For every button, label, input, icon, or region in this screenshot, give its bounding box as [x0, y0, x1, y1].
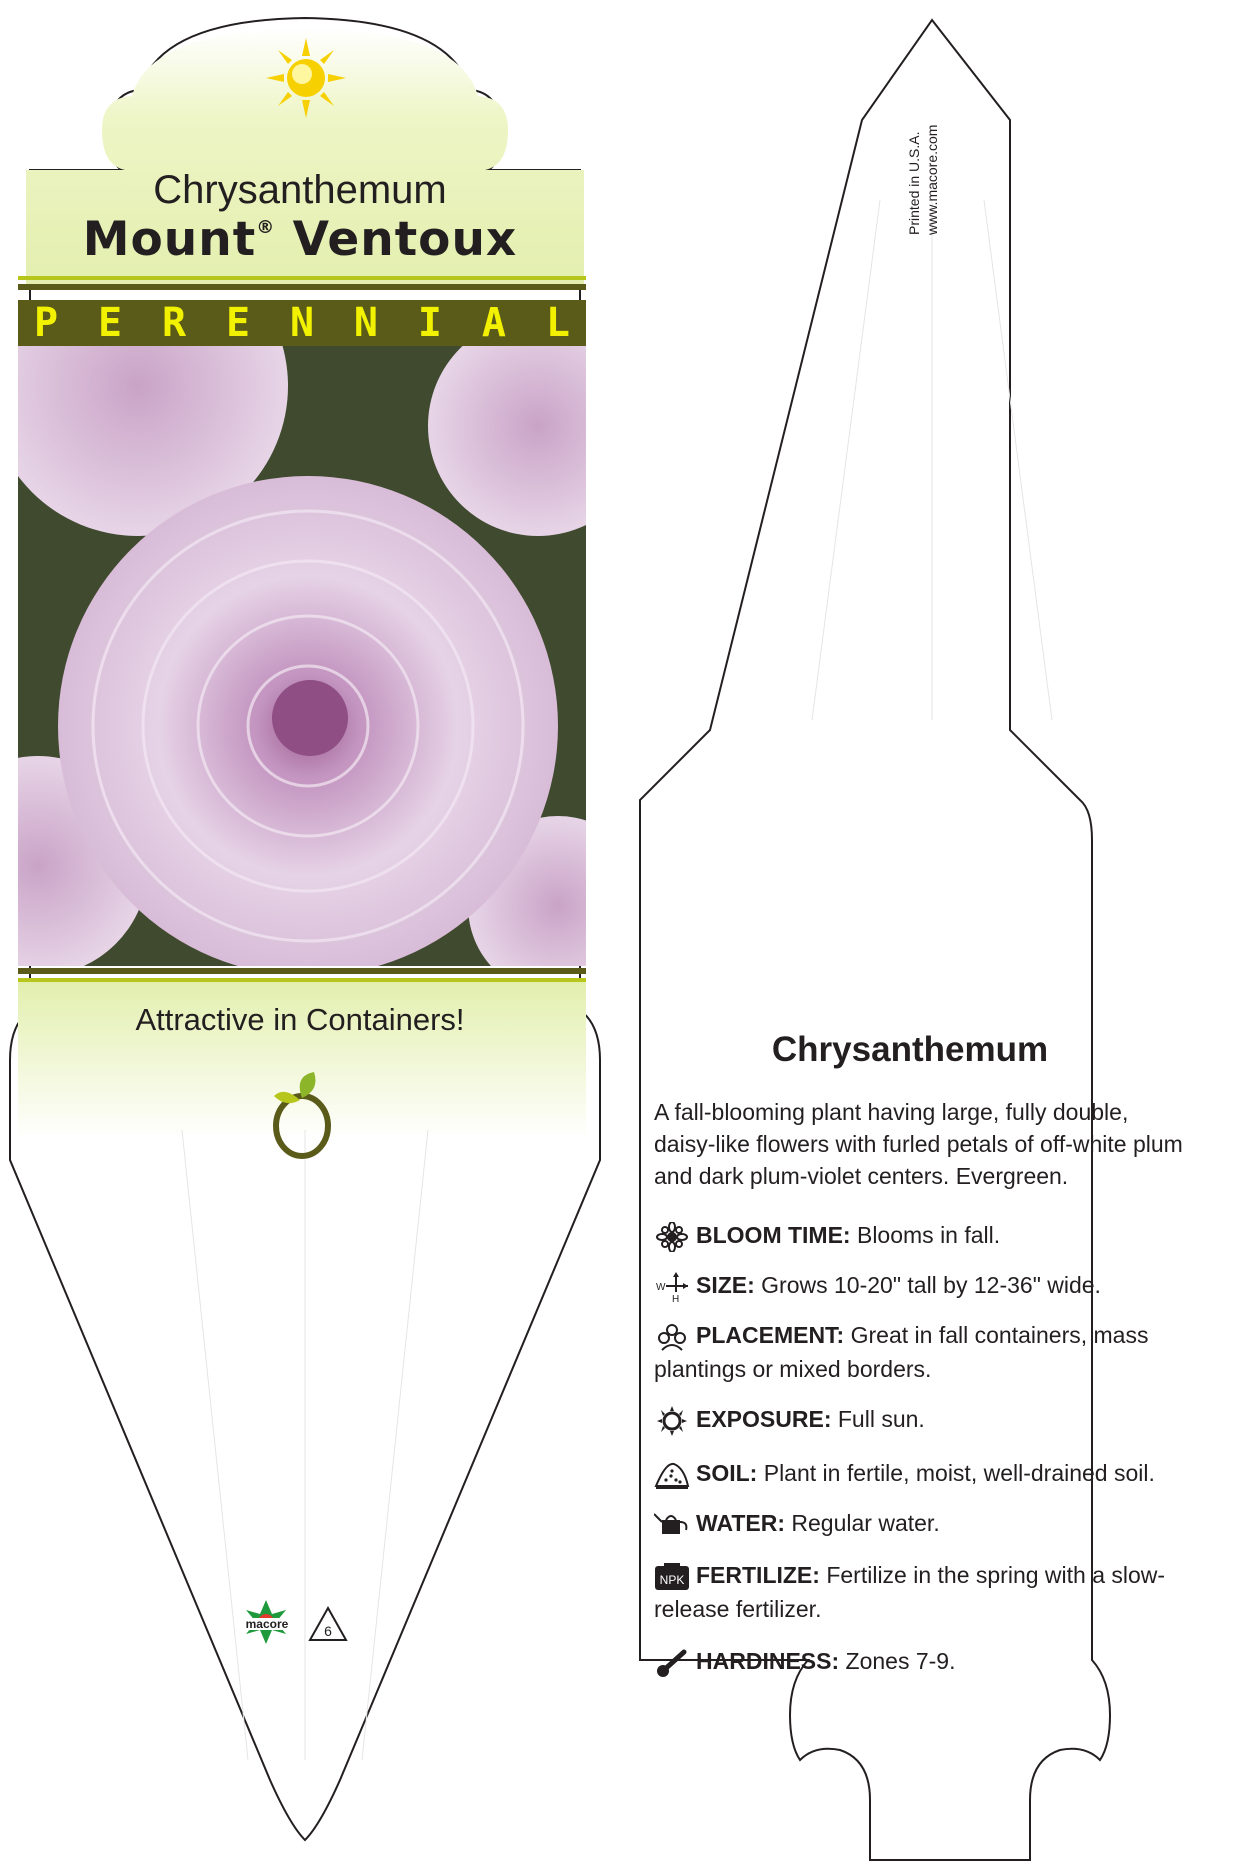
attr-water: WATER: Regular water. [654, 1506, 1194, 1540]
tagline: Attractive in Containers! [135, 1002, 465, 1037]
attr-soil: SOIL: Plant in fertile, moist, well-drained soil. [654, 1456, 1194, 1490]
macore-logo [240, 1596, 360, 1652]
macore-brand-text: macore [245, 1617, 289, 1631]
placement-icon [654, 1322, 690, 1352]
website: www.macore.com [924, 124, 940, 235]
perennial-band: P E R E N N I A L [18, 300, 586, 346]
plant-variety: Mount® Ventoux [82, 212, 518, 267]
flower-icon [654, 1222, 690, 1252]
npk-icon [654, 1562, 690, 1592]
svg-text:NPK: NPK [659, 1572, 685, 1587]
soil-icon [654, 1460, 690, 1490]
thermometer-icon [654, 1648, 690, 1678]
watering-can-icon [654, 1510, 690, 1540]
svg-text:6: 6 [324, 1623, 332, 1639]
printed-info [904, 95, 954, 235]
attr-size: W H SIZE: Grows 10-20" tall by 12-36" wide. [654, 1268, 1194, 1302]
back-title: Chrysanthemum [771, 1030, 1049, 1069]
recycle-icon [310, 1608, 346, 1640]
attr-fertilize: NPK FERTILIZE: Fertilize in the spring with a slow-release fertilizer. [654, 1562, 1166, 1622]
seedling-icon [264, 1066, 344, 1160]
plant-description: A fall-blooming plant having large, fully double, daisy-like flowers with furled petals of off-white plum and dark plum-violet centers. Evergreen. [654, 1099, 1183, 1189]
attr-bloom-time: BLOOM TIME: Blooms in fall. [654, 1218, 1194, 1252]
sun-icon [264, 36, 348, 120]
size-icon [654, 1272, 690, 1302]
sun-icon [654, 1406, 690, 1436]
printed-in-usa: Printed in U.S.A. [906, 131, 922, 235]
attr-hardiness: HARDINESS: Zones 7-9. [654, 1644, 1194, 1678]
attr-exposure: EXPOSURE: Full sun. [654, 1402, 1194, 1436]
plant-genus: Chrysanthemum [153, 168, 447, 212]
attr-placement: PLACEMENT: Great in fall containers, mass plantings or mixed borders. [654, 1322, 1149, 1382]
svg-text:W: W [656, 1281, 666, 1293]
flower-photo [18, 346, 586, 966]
svg-text:H: H [672, 1293, 680, 1302]
